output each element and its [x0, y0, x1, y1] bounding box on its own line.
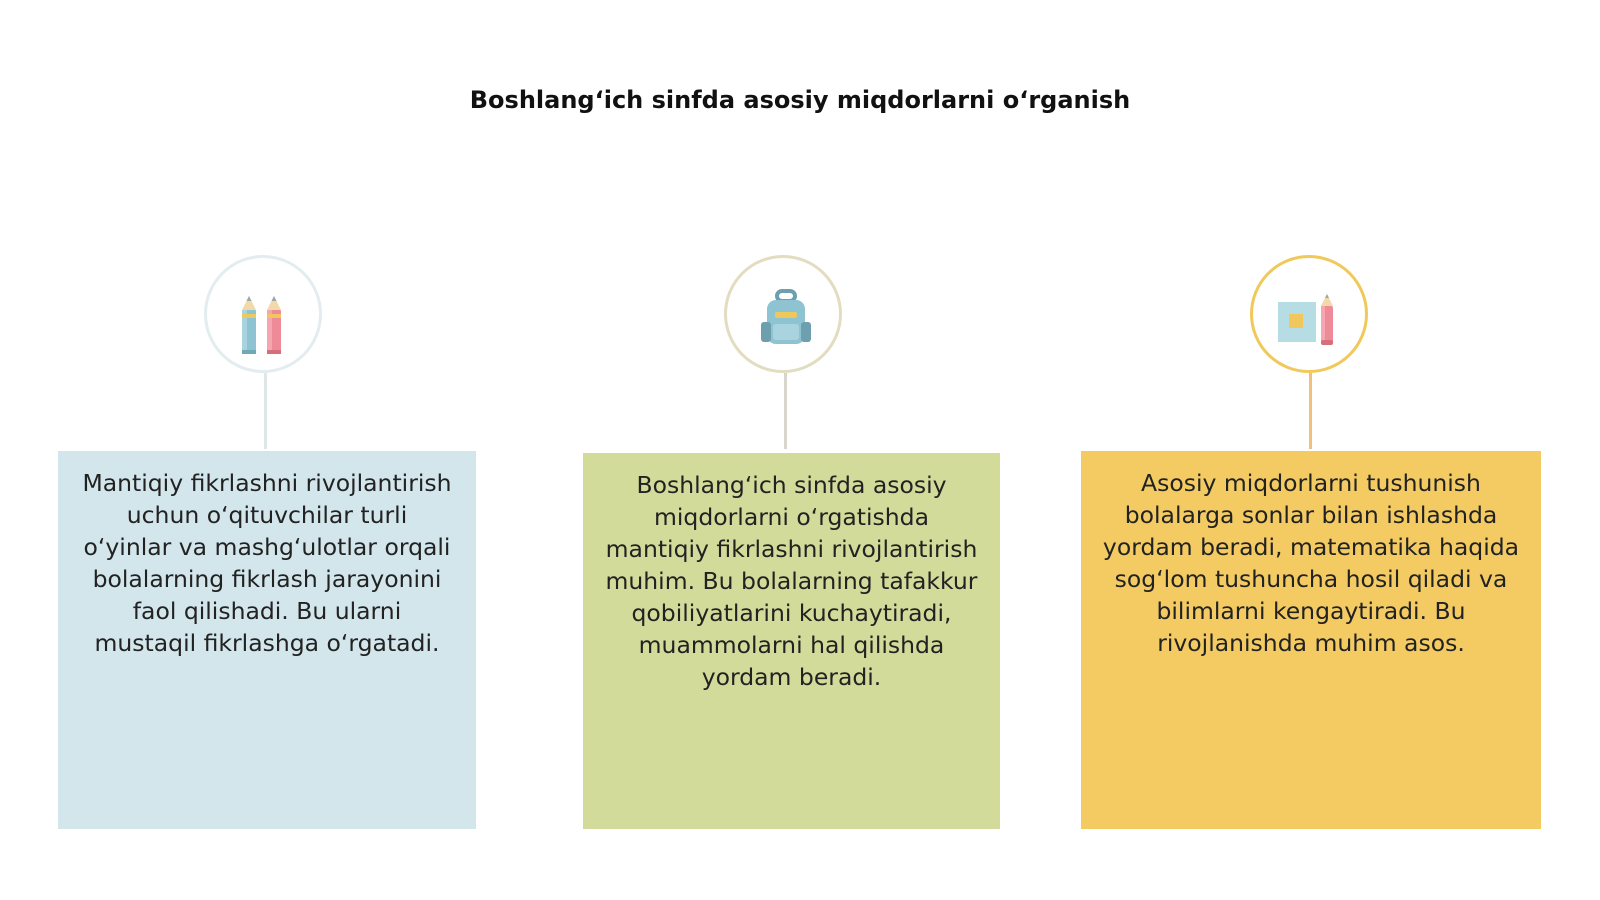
icon-circle-3 [1250, 255, 1368, 373]
icon-circle-1 [204, 255, 322, 373]
page-title: Boshlang‘ich sinfda asosiy miqdorlarni o‘rganish [469, 86, 1131, 114]
info-card-3: Asosiy miqdorlarni tushunish bolalarga sonlar bilan ishlashda yordam beradi, matematika haqida sog‘lom tushuncha hosil qiladi va bilimlarni kengaytiradi. Bu rivojlanishda muhim asos. [1081, 451, 1541, 829]
paper-and-pencil-icon [1253, 258, 1371, 376]
backpack-icon [727, 258, 845, 376]
connector-line-1 [264, 373, 267, 449]
info-card-1: Mantiqiy fikrlashni rivojlantirish uchun o‘qituvchilar turli o‘yinlar va mashg‘ulotlar orqali bolalarning fikrlash jarayonini faol qilishadi. Bu ularni mustaqil fikrlashga o‘rgatadi. [58, 451, 476, 829]
connector-line-2 [784, 373, 787, 449]
connector-line-3 [1309, 373, 1312, 449]
info-card-2: Boshlang‘ich sinfda asosiy miqdorlarni o‘rgatishda mantiqiy fikrlashni rivojlantirish muhim. Bu bolalarning tafakkur qobiliyatlarini kuchaytiradi, muammolarni hal qilishda yordam beradi. [583, 453, 1000, 829]
icon-circle-2 [724, 255, 842, 373]
pencils-icon [207, 258, 325, 376]
